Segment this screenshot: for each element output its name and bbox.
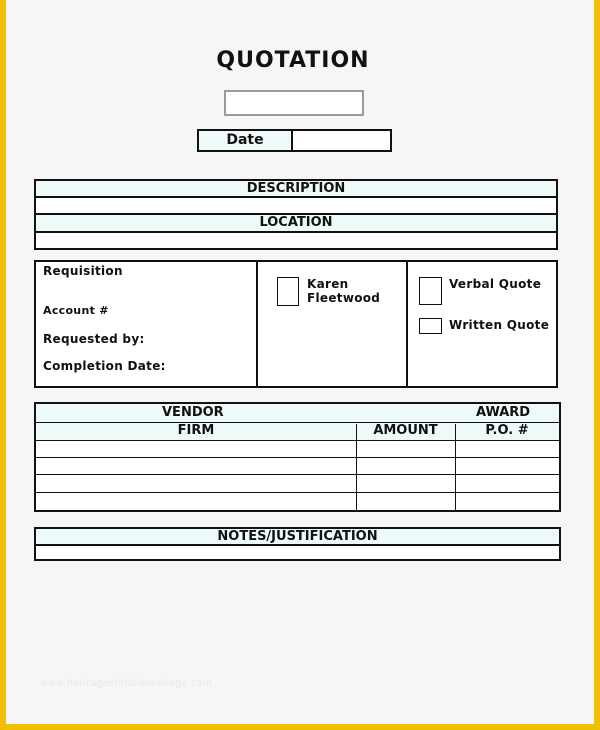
description-header: DESCRIPTION <box>36 181 556 198</box>
notes-field[interactable] <box>36 546 559 559</box>
karen-checkbox[interactable] <box>277 277 299 306</box>
requested-by-label: Requested by: <box>43 332 145 346</box>
quote-type-column <box>408 262 558 386</box>
vendor-label: VENDOR <box>162 405 224 420</box>
page-border-left <box>0 0 6 730</box>
page-border-right <box>594 0 600 730</box>
vendor-subheader-row <box>36 423 559 441</box>
award-label: AWARD <box>476 405 531 420</box>
karen-label-line1: Karen <box>307 277 349 291</box>
verbal-quote-label: Verbal Quote <box>449 277 542 291</box>
vendor-header-row <box>36 404 559 423</box>
po-column-divider <box>455 424 456 510</box>
po-label: P.O. # <box>485 423 529 438</box>
page-border-bottom <box>0 724 600 730</box>
contact-column <box>258 262 408 386</box>
verbal-quote-checkbox[interactable] <box>419 277 442 305</box>
written-quote-label: Written Quote <box>449 318 550 332</box>
date-label: Date <box>199 131 293 150</box>
vendor-row-4[interactable] <box>36 493 559 510</box>
notes-block <box>34 527 561 561</box>
completion-date-label: Completion Date: <box>43 359 166 373</box>
date-row <box>197 129 392 152</box>
description-location-block <box>34 179 558 250</box>
watermark: www.heritagechristiancollege.com <box>40 678 213 689</box>
karen-label-line2: Fleetwood <box>307 291 381 305</box>
date-field[interactable] <box>293 131 390 150</box>
firm-label: FIRM <box>177 423 215 438</box>
amount-column-divider <box>356 424 357 510</box>
account-label: Account # <box>43 304 109 317</box>
form-title: QUOTATION <box>216 48 370 73</box>
location-header: LOCATION <box>36 215 556 233</box>
requisition-column <box>36 262 258 386</box>
amount-label: AMOUNT <box>373 423 438 438</box>
requisition-label: Requisition <box>43 264 123 278</box>
written-quote-checkbox[interactable] <box>419 318 442 334</box>
notes-header: NOTES/JUSTIFICATION <box>36 529 559 546</box>
vendor-row-1[interactable] <box>36 441 559 458</box>
vendor-row-2[interactable] <box>36 458 559 475</box>
vendor-table <box>34 402 561 512</box>
quotation-number-field[interactable] <box>224 90 364 116</box>
requisition-info-block <box>34 260 558 388</box>
vendor-row-3[interactable] <box>36 475 559 493</box>
description-field[interactable] <box>36 198 556 215</box>
location-field[interactable] <box>36 233 556 250</box>
